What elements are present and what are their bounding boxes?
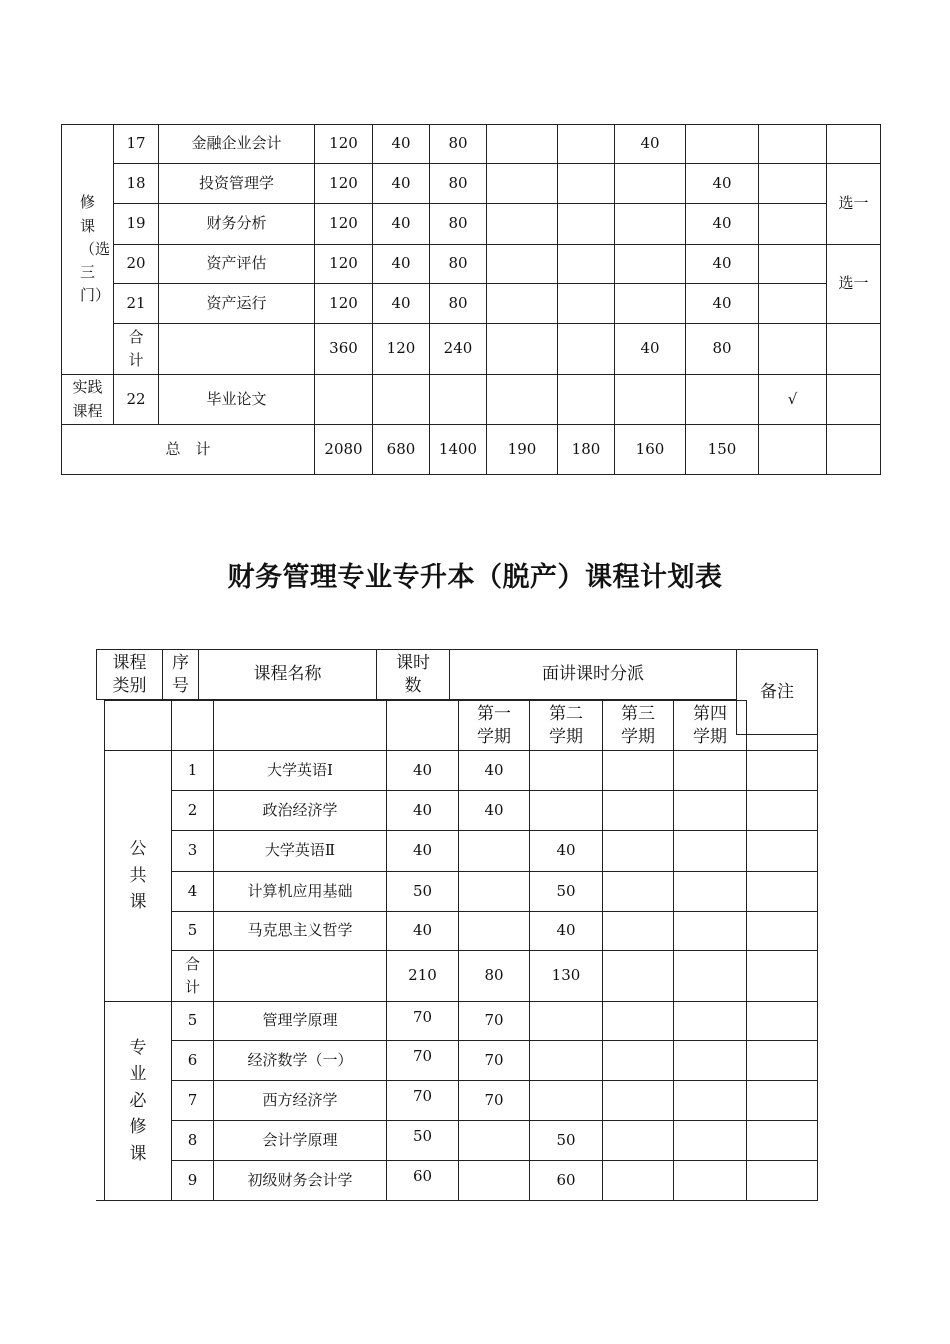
hours: 40 <box>387 912 459 951</box>
sem4-hours <box>674 751 747 791</box>
note-cell <box>747 912 818 951</box>
category-public: 公共课 <box>129 839 147 913</box>
category-major: 专业必修课 <box>129 1038 147 1164</box>
sem4-hours: 40 <box>686 204 759 245</box>
sem4-hours <box>686 125 759 164</box>
note-pick-one: 选一 <box>827 164 881 245</box>
row-no: 18 <box>114 164 159 204</box>
row-no: 2 <box>172 791 214 831</box>
course-name: 计算机应用基础 <box>214 872 387 912</box>
header-sem4-text: 第四学期 <box>693 704 727 747</box>
sem4-hours <box>686 375 759 425</box>
sem3-hours: 40 <box>615 125 686 164</box>
table-row <box>105 1041 818 1081</box>
total-hours: 120 <box>315 164 373 204</box>
mark-cell <box>759 164 827 204</box>
row-no: 17 <box>114 125 159 164</box>
total-hours: 120 <box>315 125 373 164</box>
table-edge-tick <box>96 1200 105 1201</box>
table-row <box>62 245 881 284</box>
note-cell <box>747 831 818 872</box>
practice-hours: 80 <box>430 284 487 324</box>
practice-hours: 240 <box>430 324 487 375</box>
sem2-hours: 40 <box>530 831 603 872</box>
row-no: 20 <box>114 245 159 284</box>
practice-hours <box>430 375 487 425</box>
table-row <box>105 1081 818 1121</box>
sem2-hours: 130 <box>530 951 603 1002</box>
category-elective: 修课（选三门） <box>80 193 111 305</box>
header-hours-text: 课时数 <box>396 653 430 696</box>
sem4-hours: 40 <box>686 245 759 284</box>
course-name: 经济数学（一） <box>214 1041 387 1081</box>
category-cell <box>105 751 172 1002</box>
sem3-hours <box>603 951 674 1002</box>
row-no: 7 <box>172 1081 214 1121</box>
course-name: 大学英语Ⅱ <box>214 831 387 872</box>
header-sem2-text: 第二学期 <box>549 704 583 747</box>
sem4-hours <box>674 1041 747 1081</box>
sem1-hours <box>459 1161 530 1201</box>
sem1-hours: 40 <box>459 791 530 831</box>
empty-cell <box>747 701 818 751</box>
sem3-hours <box>603 872 674 912</box>
table-row <box>62 204 881 245</box>
row-no: 1 <box>172 751 214 791</box>
hours: 70 <box>387 1081 459 1121</box>
sem1-hours: 70 <box>459 1002 530 1041</box>
empty-cell <box>387 701 459 751</box>
hours: 60 <box>387 1161 459 1201</box>
hours: 210 <box>387 951 459 1002</box>
sem1-hours: 70 <box>459 1041 530 1081</box>
practice-hours: 80 <box>430 125 487 164</box>
mark-cell <box>759 125 827 164</box>
mark-cell <box>759 324 827 375</box>
sem1-hours <box>487 375 558 425</box>
header-sem1 <box>459 701 530 751</box>
total-hours: 120 <box>315 204 373 245</box>
sem2-hours: 50 <box>530 1121 603 1161</box>
row-no: 5 <box>172 1002 214 1041</box>
mark-cell <box>759 245 827 284</box>
sem2-hours: 40 <box>530 912 603 951</box>
total-hours: 120 <box>315 284 373 324</box>
header-sem3-text: 第三学期 <box>621 704 655 747</box>
hours: 50 <box>387 1121 459 1161</box>
lecture-hours: 680 <box>373 425 430 475</box>
header-sem4 <box>674 701 747 751</box>
note-cell <box>827 425 881 475</box>
sem2-hours <box>558 164 615 204</box>
total-hours: 120 <box>315 245 373 284</box>
header-category-text: 课程类别 <box>112 653 147 696</box>
sem4-hours <box>674 951 747 1002</box>
total-hours: 2080 <box>315 425 373 475</box>
sem3-hours <box>615 204 686 245</box>
sem2-hours: 180 <box>558 425 615 475</box>
empty-cell <box>214 951 387 1002</box>
sem2-hours: 50 <box>530 872 603 912</box>
table-row <box>62 284 881 324</box>
table-row <box>105 872 818 912</box>
category-cell <box>105 1002 172 1201</box>
grand-total-label: 总 计 <box>62 425 315 475</box>
course-name: 投资管理学 <box>159 164 315 204</box>
sem2-hours <box>558 375 615 425</box>
sem4-hours <box>674 831 747 872</box>
sem1-hours <box>487 125 558 164</box>
row-no: 8 <box>172 1121 214 1161</box>
hours: 50 <box>387 872 459 912</box>
sem3-hours <box>615 245 686 284</box>
subtotal-label: 合计 <box>185 954 201 996</box>
note-cell <box>827 125 881 164</box>
sem2-hours <box>558 245 615 284</box>
note-cell <box>827 375 881 425</box>
sem3-hours <box>603 1002 674 1041</box>
course-name: 大学英语Ⅰ <box>214 751 387 791</box>
hours: 70 <box>387 1002 459 1041</box>
sem4-hours <box>674 872 747 912</box>
hours: 40 <box>387 831 459 872</box>
table-row <box>105 1002 818 1041</box>
sem1-hours: 190 <box>487 425 558 475</box>
lecture-hours: 120 <box>373 324 430 375</box>
practice-hours: 80 <box>430 204 487 245</box>
table-row <box>105 831 818 872</box>
sem3-hours: 40 <box>615 324 686 375</box>
sem4-hours <box>674 1161 747 1201</box>
subtotal-label-cell <box>172 951 214 1002</box>
sem1-hours <box>487 204 558 245</box>
empty-cell <box>172 701 214 751</box>
sem1-hours <box>459 872 530 912</box>
sem3-hours <box>615 164 686 204</box>
sem4-hours: 40 <box>686 284 759 324</box>
lecture-hours <box>373 375 430 425</box>
course-name: 西方经济学 <box>214 1081 387 1121</box>
sem1-hours <box>459 912 530 951</box>
mark-cell <box>759 425 827 475</box>
check-mark: √ <box>759 375 827 425</box>
table-row <box>105 1121 818 1161</box>
sem2-hours: 60 <box>530 1161 603 1201</box>
course-plan-table <box>104 700 818 1201</box>
row-no: 5 <box>172 912 214 951</box>
row-no: 6 <box>172 1041 214 1081</box>
sem2-hours <box>558 284 615 324</box>
course-name: 金融企业会计 <box>159 125 315 164</box>
category-cell <box>62 375 114 425</box>
course-name: 管理学原理 <box>214 1002 387 1041</box>
table-row <box>105 751 818 791</box>
header-sem1-text: 第一学期 <box>477 704 511 747</box>
sem2-hours <box>558 125 615 164</box>
table-row <box>62 164 881 204</box>
sem3-hours: 160 <box>615 425 686 475</box>
note-cell <box>827 324 881 375</box>
sem2-hours <box>530 791 603 831</box>
row-no: 21 <box>114 284 159 324</box>
header-course-name: 课程名称 <box>199 650 377 700</box>
course-name: 毕业论文 <box>159 375 315 425</box>
sem3-hours <box>603 1081 674 1121</box>
sem3-hours <box>603 791 674 831</box>
sem2-hours <box>530 1081 603 1121</box>
table-row <box>105 791 818 831</box>
sem4-hours: 80 <box>686 324 759 375</box>
sem4-hours <box>674 791 747 831</box>
header-no <box>163 650 199 700</box>
note-cell <box>747 1161 818 1201</box>
note-cell <box>747 872 818 912</box>
sem2-hours <box>558 204 615 245</box>
subtotal-label: 合计 <box>128 327 144 369</box>
semester-header-row <box>105 701 818 751</box>
course-table-continued <box>61 124 881 475</box>
row-no: 9 <box>172 1161 214 1201</box>
table-row <box>62 125 881 164</box>
row-no: 3 <box>172 831 214 872</box>
practice-hours: 80 <box>430 164 487 204</box>
row-no: 4 <box>172 872 214 912</box>
header-sem2 <box>530 701 603 751</box>
course-name: 马克思主义哲学 <box>214 912 387 951</box>
course-name: 政治经济学 <box>214 791 387 831</box>
note-cell <box>747 1002 818 1041</box>
course-name: 资产评估 <box>159 245 315 284</box>
mark-cell <box>759 204 827 245</box>
practice-row <box>62 375 881 425</box>
sem1-hours <box>459 831 530 872</box>
empty-cell <box>159 324 315 375</box>
sem2-hours <box>530 751 603 791</box>
sem1-hours <box>459 1121 530 1161</box>
course-name: 初级财务会计学 <box>214 1161 387 1201</box>
row-no: 22 <box>114 375 159 425</box>
subtotal-label-cell <box>114 324 159 375</box>
sem1-hours <box>487 284 558 324</box>
sem1-hours <box>487 245 558 284</box>
total-hours <box>315 375 373 425</box>
sem4-hours <box>674 1002 747 1041</box>
sem3-hours <box>603 751 674 791</box>
hours: 40 <box>387 751 459 791</box>
hours: 40 <box>387 791 459 831</box>
page-title: 财务管理专业专升本（脱产）课程计划表 <box>227 562 723 593</box>
category-practice: 实践课程 <box>72 378 103 420</box>
sem2-hours <box>530 1002 603 1041</box>
sem3-hours <box>603 1041 674 1081</box>
practice-hours: 1400 <box>430 425 487 475</box>
sem3-hours <box>603 831 674 872</box>
note-pick-one: 选一 <box>827 245 881 324</box>
sem4-hours <box>674 1121 747 1161</box>
note-cell <box>747 1041 818 1081</box>
sem1-hours <box>487 164 558 204</box>
course-name: 会计学原理 <box>214 1121 387 1161</box>
sem4-hours: 150 <box>686 425 759 475</box>
practice-hours: 80 <box>430 245 487 284</box>
course-name: 财务分析 <box>159 204 315 245</box>
note-cell <box>747 1081 818 1121</box>
table-row <box>105 912 818 951</box>
course-name: 资产运行 <box>159 284 315 324</box>
note-cell <box>747 751 818 791</box>
header-hours <box>377 650 450 700</box>
lecture-hours: 40 <box>373 164 430 204</box>
sem2-hours <box>530 1041 603 1081</box>
note-cell <box>747 1121 818 1161</box>
header-distribution: 面讲课时分派 <box>450 650 737 700</box>
note-cell <box>747 791 818 831</box>
sem3-hours <box>603 1161 674 1201</box>
lecture-hours: 40 <box>373 204 430 245</box>
category-cell <box>62 125 114 375</box>
empty-cell <box>214 701 387 751</box>
sem4-hours <box>674 912 747 951</box>
sem4-hours: 40 <box>686 164 759 204</box>
note-cell <box>747 951 818 1002</box>
sem3-hours <box>615 375 686 425</box>
sem1-hours: 80 <box>459 951 530 1002</box>
sem2-hours <box>558 324 615 375</box>
subtotal-row <box>105 951 818 1002</box>
lecture-hours: 40 <box>373 125 430 164</box>
header-sem3 <box>603 701 674 751</box>
lecture-hours: 40 <box>373 284 430 324</box>
sem3-hours <box>615 284 686 324</box>
lecture-hours: 40 <box>373 245 430 284</box>
table-row <box>105 1161 818 1201</box>
sem3-hours <box>603 1121 674 1161</box>
empty-cell <box>105 701 172 751</box>
grand-total-row <box>62 425 881 475</box>
hours: 70 <box>387 1041 459 1081</box>
sem1-hours: 70 <box>459 1081 530 1121</box>
header-category <box>97 650 163 700</box>
header-note: 备注 <box>737 650 818 735</box>
sem4-hours <box>674 1081 747 1121</box>
total-hours: 360 <box>315 324 373 375</box>
sem1-hours: 40 <box>459 751 530 791</box>
header-no-text: 序号 <box>172 653 189 696</box>
sem3-hours <box>603 912 674 951</box>
mark-cell <box>759 284 827 324</box>
sem1-hours <box>487 324 558 375</box>
row-no: 19 <box>114 204 159 245</box>
subtotal-row <box>62 324 881 375</box>
